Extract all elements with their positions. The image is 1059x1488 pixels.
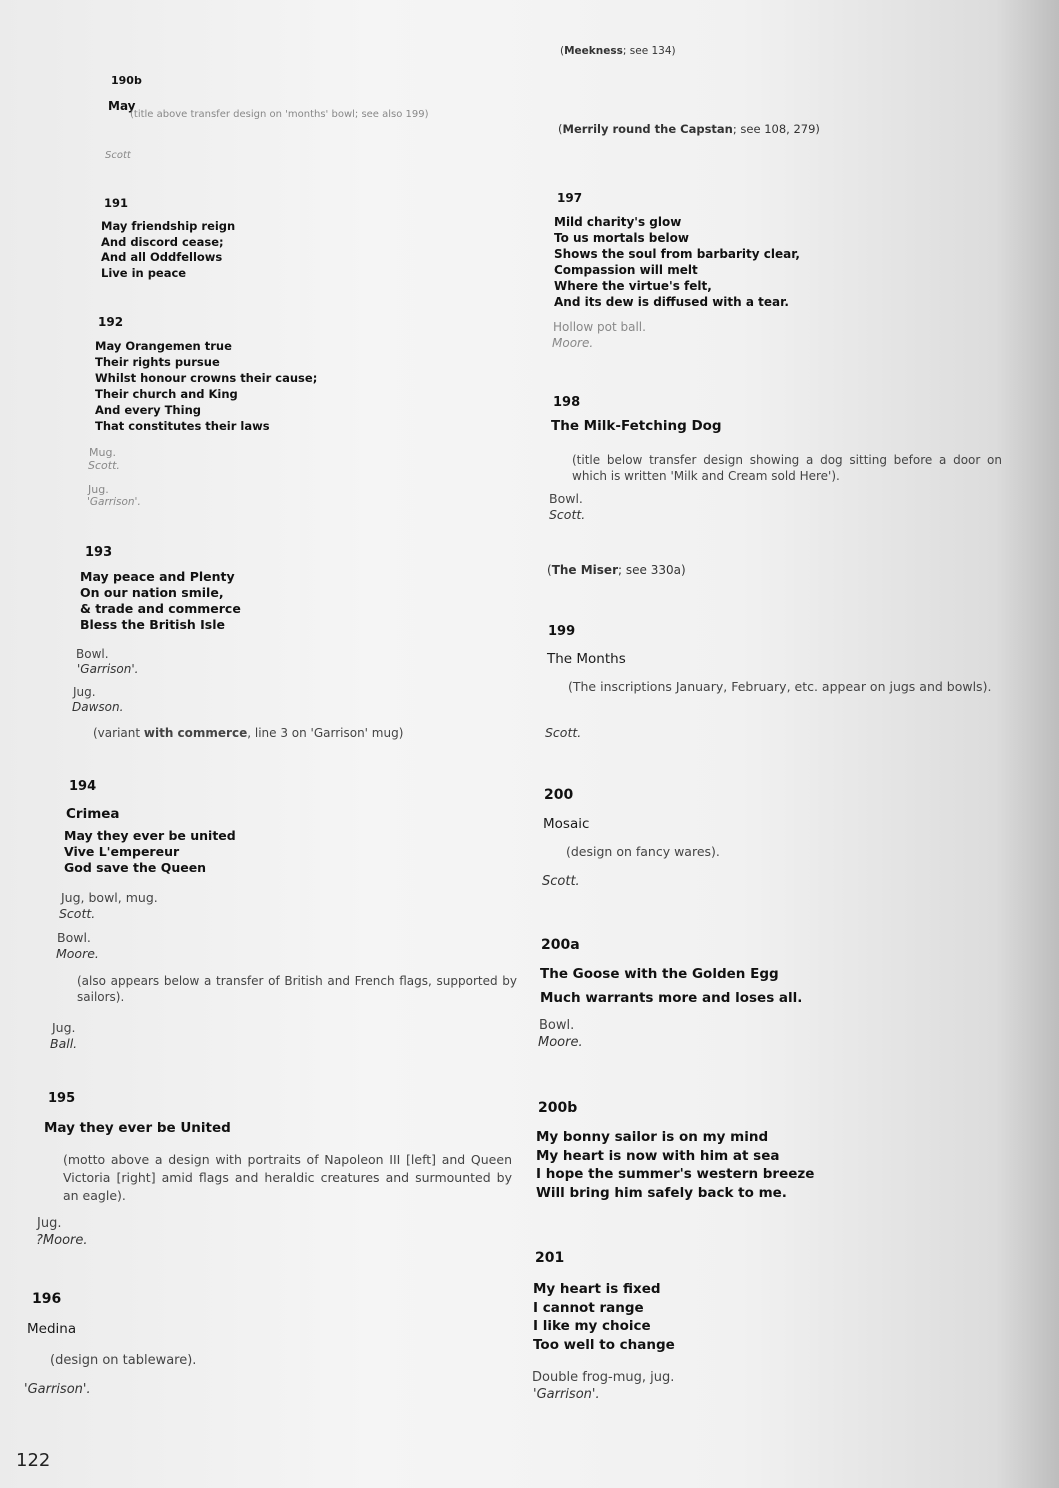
maker-name: Scott. (88, 459, 120, 472)
maker-name: Dawson. (72, 700, 124, 714)
ware-type: Jug. (52, 1020, 76, 1035)
entry-number: 198 (553, 395, 581, 410)
entry-title: Crimea (66, 806, 120, 822)
inscription-verse (536, 1128, 814, 1202)
note-text: (variant (93, 726, 144, 740)
page-number: 122 (16, 1450, 51, 1471)
verse-line: Bless the British Isle (80, 617, 226, 632)
entry-title: Mosaic (543, 816, 590, 832)
entry-note: (motto above a design with portraits of Napoleon III [left] and Queen Victoria [right] amid flags and heraldic creatures and surmounted by an eagle). (63, 1152, 512, 1203)
xref-title: Merrily round the Capstan (562, 122, 733, 136)
verse-line: Their church and King (95, 387, 238, 401)
verse-line: Shows the soul from barbarity clear, (554, 247, 800, 261)
maker-name: Moore. (538, 1035, 583, 1050)
ware-type: Double frog-mug, jug. (532, 1370, 675, 1385)
maker-name: Scott. (549, 507, 586, 522)
cross-reference: (The Miser; see 330a) (547, 563, 686, 577)
entry-number: 199 (548, 624, 576, 639)
entry-title: May they ever be United (44, 1120, 231, 1136)
maker-name: 'Garrison'. (24, 1382, 91, 1397)
entry-number: 200a (541, 937, 580, 953)
verse-line: My heart is fixed (533, 1281, 661, 1297)
verse-line: Compassion will melt (554, 263, 698, 277)
verse-line: May Orangemen true (95, 339, 232, 353)
entry-note: (title above transfer design on 'months' bowl; see also 199) (130, 109, 429, 120)
verse-line: Their rights pursue (95, 355, 220, 369)
entry-note: (also appears below a transfer of British and French flags, supported by sailors). (77, 974, 517, 1004)
maker-name: 'Garrison'. (87, 496, 141, 508)
verse-line: Much warrants more and loses all. (540, 990, 803, 1006)
verse-line: And all Oddfellows (101, 250, 223, 264)
entry-note: (The inscriptions January, February, etc. appear on jugs and bowls). (568, 679, 992, 694)
maker-name: Moore. (552, 336, 594, 350)
verse-line: & trade and commerce (80, 601, 241, 616)
ware-type: Jug. (88, 483, 109, 496)
entry-number: 194 (69, 779, 97, 794)
ware-type: Bowl. (539, 1018, 575, 1033)
maker-name: Moore. (56, 946, 99, 961)
entry-note (93, 725, 403, 741)
verse-line: Vive L'empereur (64, 844, 180, 859)
entry-title: The Milk-Fetching Dog (551, 418, 722, 434)
inscription-verse (533, 1280, 675, 1354)
verse-line: I hope the summer's western breeze (536, 1166, 815, 1182)
cross-reference: (Meekness; see 134) (560, 45, 676, 57)
ware-type: Bowl. (76, 647, 109, 661)
inscription-verse (64, 828, 236, 876)
verse-line: Where the virtue's felt, (554, 279, 712, 293)
ware-type: Bowl. (57, 930, 91, 945)
ware-type: Jug. (73, 685, 96, 699)
verse-line: My heart is now with him at sea (536, 1147, 780, 1164)
verse-line: Will bring him safely back to me. (536, 1184, 787, 1201)
entry-number: 195 (48, 1091, 76, 1106)
ware-type: Jug, bowl, mug. (61, 890, 158, 905)
maker-name: Scott. (545, 725, 582, 740)
xref-ref: ; see 330a) (618, 563, 686, 577)
verse-line: May they ever be united (64, 828, 236, 843)
maker-name: Scott. (59, 906, 96, 921)
entry-number: 193 (85, 545, 113, 560)
verse-line: That constitutes their laws (95, 419, 270, 433)
verse-line: And discord cease; (101, 234, 224, 249)
inscription-verse (554, 214, 800, 310)
ware-type: Mug. (89, 446, 116, 459)
entry-note: (design on tableware). (50, 1353, 197, 1368)
xref-title: Meekness (564, 45, 623, 57)
entry-number: 191 (104, 196, 129, 210)
maker-name: Scott (105, 150, 131, 161)
note-variant: with commerce (143, 726, 248, 740)
xref-ref: ; see 134) (622, 45, 676, 57)
verse-line: May peace and Plenty (80, 569, 235, 584)
maker-name: ?Moore. (36, 1233, 88, 1248)
maker-name: Scott. (542, 874, 580, 889)
verse-line: To us mortals below (554, 231, 689, 245)
entry-note: (design on fancy wares). (566, 844, 720, 859)
inscription-verse (101, 219, 235, 281)
inscription-verse (80, 569, 241, 633)
inscription-verse (540, 962, 802, 1010)
verse-line: Too well to change (533, 1336, 675, 1353)
maker-name: 'Garrison'. (77, 662, 139, 676)
cross-reference: (Merrily round the Capstan; see 108, 279) (558, 122, 820, 136)
entry-number: 190b (111, 74, 142, 87)
entry-note: (title below transfer design showing a dog sitting before a door on which is written 'Milk and Cream sold Here'). (572, 453, 1002, 483)
verse-line: And its dew is diffused with a tear. (554, 295, 789, 309)
note-text: , line 3 on 'Garrison' mug) (247, 726, 404, 740)
ware-type: Hollow pot ball. (553, 320, 646, 334)
maker-name: Ball. (50, 1036, 78, 1051)
entry-number: 200 (544, 787, 574, 803)
xref-title: The Miser (551, 563, 618, 577)
verse-line: Whilst honour crowns their cause; (95, 371, 318, 385)
verse-line: The Goose with the Golden Egg (540, 966, 779, 982)
verse-line: May friendship reign (101, 219, 236, 233)
entry-title: Medina (27, 1321, 77, 1337)
ware-type: Jug. (37, 1216, 62, 1231)
entry-number: 192 (98, 315, 124, 329)
entry-title: The Months (547, 651, 626, 667)
verse-line: I like my choice (533, 1318, 651, 1334)
entry-number: 196 (32, 1291, 62, 1307)
verse-line: God save the Queen (64, 860, 207, 875)
entry-number: 197 (557, 191, 583, 205)
maker-name: 'Garrison'. (533, 1387, 600, 1402)
entry-title: May (108, 99, 136, 113)
verse-line: My bonny sailor is on my mind (536, 1129, 769, 1145)
entry-number: 201 (535, 1250, 565, 1266)
xref-ref: ; see 108, 279) (732, 122, 820, 136)
entry-number: 200b (538, 1100, 578, 1116)
verse-line: I cannot range (533, 1299, 644, 1316)
verse-line: Live in peace (101, 265, 187, 280)
verse-line: And every Thing (95, 403, 201, 417)
verse-line: Mild charity's glow (554, 215, 682, 229)
verse-line: On our nation smile, (80, 585, 224, 600)
inscription-verse (95, 338, 317, 434)
ware-type: Bowl. (549, 491, 583, 506)
